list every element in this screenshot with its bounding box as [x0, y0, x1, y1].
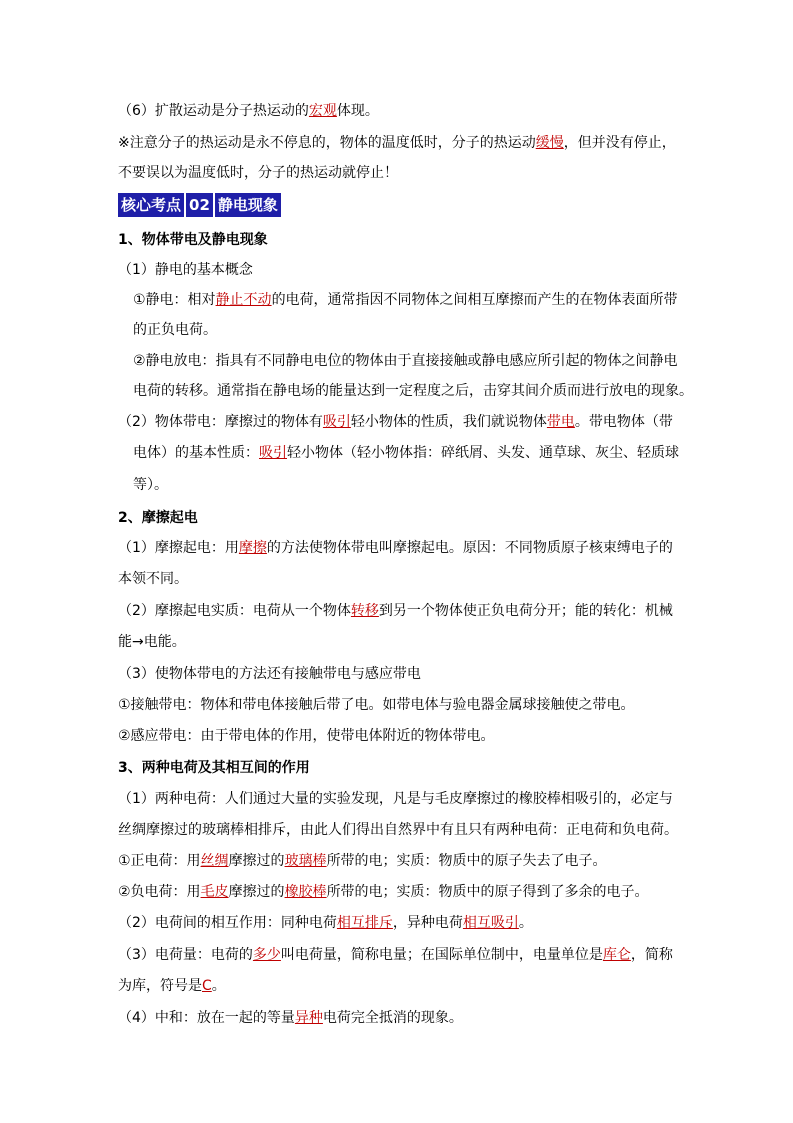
text-line: （1）静电的基本概念	[118, 262, 253, 278]
text-line: （2）电荷间的相互作用：同种电荷相互排斥，异种电荷相互吸引。	[118, 915, 533, 931]
fill-answer: 橡胶棒	[284, 884, 327, 900]
fill-answer: 摩擦	[238, 540, 267, 556]
fill-answer: 丝绸	[200, 853, 229, 869]
section-badge	[118, 193, 281, 217]
text-line: （3）电荷量：电荷的多少叫电荷量，简称电量；在国际单位制中，电量单位是库仑，简称	[118, 947, 673, 963]
fill-answer: 异种	[294, 1010, 323, 1026]
fill-answer: 带电	[546, 414, 575, 430]
fill-answer: C	[202, 978, 212, 994]
text-line: 丝绸摩擦过的玻璃棒相排斥，由此人们得出自然界中有且只有两种电荷：正电荷和负电荷。	[118, 822, 678, 838]
text-line: 能→电能。	[118, 634, 186, 650]
text-line: （6）扩散运动是分子热运动的宏观体现。	[118, 103, 379, 119]
text-line: ①正电荷：用丝绸摩擦过的玻璃棒所带的电；实质：物质中的原子失去了电子。	[118, 853, 607, 869]
section-heading: 3、两种电荷及其相互间的作用	[118, 760, 310, 776]
fill-answer: 毛皮	[200, 884, 229, 900]
text-line: ①静电：相对静止不动的电荷，通常指因不同物体之间相互摩擦而产生的在物体表面所带	[133, 292, 678, 308]
text-line: ②负电荷：用毛皮摩擦过的橡胶棒所带的电；实质：物质中的原子得到了多余的电子。	[118, 884, 649, 900]
fill-answer: 库仑	[602, 947, 631, 963]
fill-answer: 缓慢	[535, 135, 564, 151]
fill-answer: 多少	[252, 947, 281, 963]
text-line: 本领不同。	[118, 571, 188, 587]
text-line: 电体）的基本性质：吸引轻小物体（轻小物体指：碎纸屑、头发、通草球、灰尘、轻质球	[133, 445, 679, 461]
text-line: 电荷的转移。通常指在静电场的能量达到一定程度之后，击穿其间介质而进行放电的现象。	[133, 383, 693, 399]
fill-answer: 宏观	[308, 103, 337, 119]
fill-answer: 静止不动	[215, 292, 272, 308]
badge-label: 核心考点	[118, 193, 184, 217]
text-line: （2）摩擦起电实质：电荷从一个物体转移到另一个物体使正负电荷分开；能的转化：机械	[118, 603, 673, 619]
fill-answer: 相互吸引	[462, 915, 519, 931]
text-line: ②感应带电：由于带电体的作用，使带电体附近的物体带电。	[118, 728, 495, 744]
text-line: 不要误以为温度低时，分子的热运动就停止！	[118, 165, 398, 181]
text-line: 等）。	[133, 477, 168, 493]
fill-answer: 吸引	[322, 414, 351, 430]
section-heading: 1、物体带电及静电现象	[118, 232, 268, 248]
text-line: （1）摩擦起电：用摩擦的方法使物体带电叫摩擦起电。原因：不同物质原子核束缚电子的	[118, 540, 673, 556]
text-line: 为库，符号是C。	[118, 978, 226, 994]
text-line: （2）物体带电：摩擦过的物体有吸引轻小物体的性质，我们就说物体带电。带电物体（带	[118, 414, 673, 430]
fill-answer: 转移	[350, 603, 379, 619]
text-line: ②静电放电：指具有不同静电电位的物体由于直接接触或静电感应所引起的物体之间静电	[133, 353, 678, 369]
badge-number: 02	[186, 193, 213, 217]
fill-answer: 玻璃棒	[284, 853, 327, 869]
badge-topic: 静电现象	[215, 193, 281, 217]
fill-answer: 吸引	[259, 445, 287, 461]
text-line: 的正负电荷。	[133, 322, 217, 338]
text-line: （4）中和：放在一起的等量异种电荷完全抵消的现象。	[118, 1010, 463, 1026]
text-line: （3）使物体带电的方法还有接触带电与感应带电	[118, 666, 421, 682]
text-line: ①接触带电：物体和带电体接触后带了电。如带电体与验电器金属球接触使之带电。	[118, 697, 635, 713]
text-line: （1）两种电荷：人们通过大量的实验发现，凡是与毛皮摩擦过的橡胶棒相吸引的，必定与	[118, 791, 673, 807]
section-heading: 2、摩擦起电	[118, 510, 198, 526]
fill-answer: 相互排斥	[336, 915, 393, 931]
text-line: ※注意分子的热运动是永不停息的，物体的温度低时，分子的热运动缓慢，但并没有停止，	[118, 135, 676, 151]
